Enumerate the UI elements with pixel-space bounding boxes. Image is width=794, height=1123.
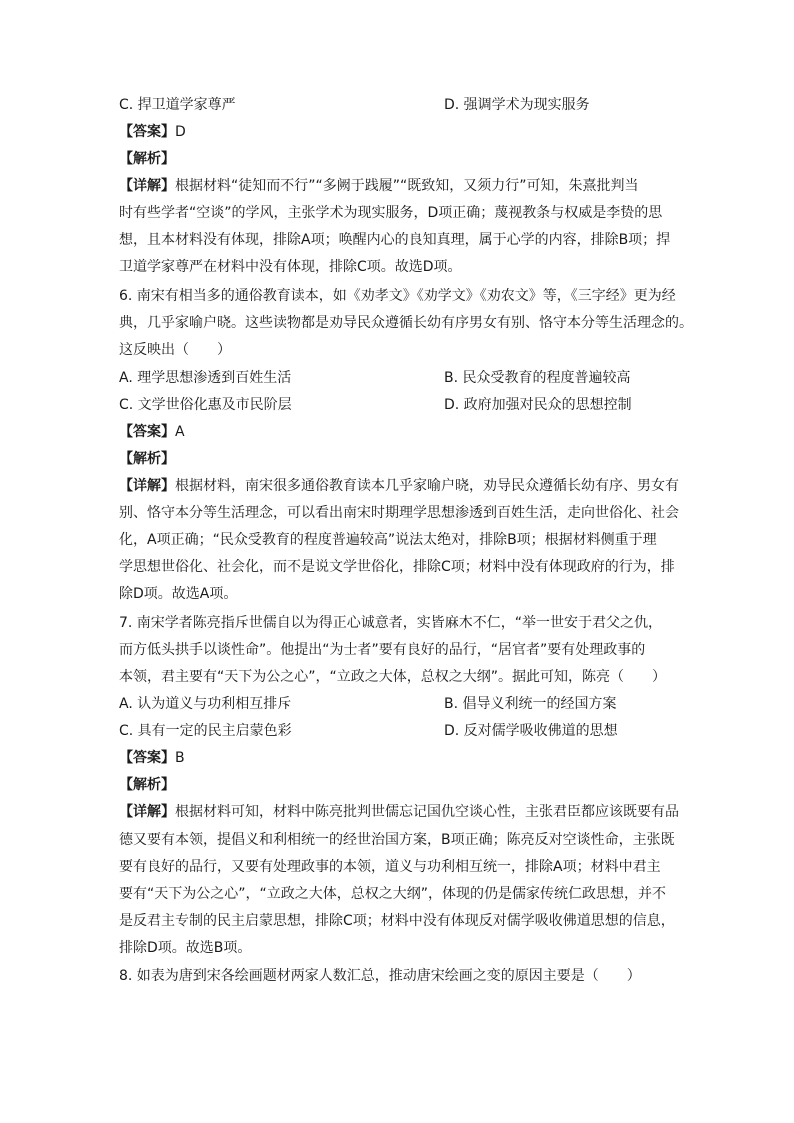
q5-detail-line: 卫道学家尊严在材料中没有体现，排除C项。故选D项。	[119, 259, 462, 275]
q5-detail-line: 时有些学者“空谈”的学风，主张学术为现实服务，D项正确；蔑视教条与权威是李贽的思	[119, 205, 663, 221]
answer-value: D	[175, 124, 186, 140]
q7-stem-line: 7. 南宋学者陈亮指斥世儒自以为得正心诚意者，实皆麻木不仁，“举一世安于君父之仇，	[119, 615, 663, 631]
q7-detail-line	[119, 802, 679, 822]
q6-detail-line: 学思想世俗化、社会化，而不是说文学世俗化，排除C项；材料中没有体现政府的行为，排	[119, 559, 675, 575]
q7-detail-line: 要有良好的品行，又要有处理政事的本领，道义与功利相互统一，排除A项；材料中君主	[119, 859, 661, 875]
q5-option-d: D. 强调学术为现实服务	[444, 97, 590, 113]
q6-answer	[119, 422, 185, 442]
q7-detail-line: 排除D项。故选B项。	[119, 940, 252, 956]
q5-analysis-tag: 【解析】	[119, 151, 175, 167]
q6-detail-line: 除D项。故选A项。	[119, 586, 238, 602]
answer-tag: 【答案】	[119, 750, 175, 766]
q5-option-c: C. 捍卫道学家尊严	[119, 97, 236, 113]
q6-stem-line: 典，几乎家喻户晓。这些读物都是劝导民众遵循长幼有序男女有别、恪守本分等生活理念的。	[119, 315, 693, 331]
answer-value: A	[175, 424, 185, 440]
q7-stem-line: 本领，君主要有“天下为公之心”，“立政之大体，总权之大纲”。据此可知，陈亮（ ）	[119, 669, 667, 685]
answer-value: B	[175, 750, 185, 766]
q6-detail-line: 别、恪守本分等生活理念，可以看出南宋时期理学思想渗透到百姓生活，走向世俗化、社会	[119, 505, 679, 521]
q7-option-c: C. 具有一定的民主启蒙色彩	[119, 723, 292, 739]
q5-detail-line: 想，且本材料没有体现，排除A项；唤醒内心的良知真理，属于心学的内容，排除B项；捍	[119, 232, 671, 248]
q6-detail-line: 化，A项正确；“民众受教育的程度普遍较高”说法太绝对，排除B项；根据材料侧重于理	[119, 532, 657, 548]
q7-stem-line: 而方低头拱手以谈性命”。他提出“为士者”要有良好的品行，“居官者”要有处理政事的	[119, 642, 646, 658]
detail-tag: 【详解】	[119, 804, 175, 820]
q7-analysis-tag: 【解析】	[119, 777, 175, 793]
answer-tag: 【答案】	[119, 124, 175, 140]
q6-option-d: D. 政府加强对民众的思想控制	[444, 397, 632, 413]
q6-stem-line: 6. 南宋有相当多的通俗教育读本，如《劝孝文》《劝学文》《劝农文》等，《三字经》更为经	[119, 288, 676, 304]
q7-option-d: D. 反对儒学吸收佛道的思想	[444, 723, 618, 739]
q6-detail-line	[119, 476, 679, 496]
q6-analysis-tag: 【解析】	[119, 451, 175, 467]
detail-tag: 【详解】	[119, 478, 175, 494]
detail-tag: 【详解】	[119, 178, 175, 194]
q7-option-b: B. 倡导义利统一的经国方案	[444, 696, 617, 712]
q5-detail-line	[119, 176, 639, 196]
q5-answer	[119, 122, 186, 142]
q6-option-b: B. 民众受教育的程度普遍较高	[444, 370, 631, 386]
q7-detail-line: 是反君主专制的民主启蒙思想，排除C项；材料中没有体现反对儒学吸收佛道思想的信息，	[119, 913, 675, 929]
q6-option-a: A. 理学思想渗透到百姓生活	[119, 370, 292, 386]
answer-tag: 【答案】	[119, 424, 175, 440]
q7-option-a: A. 认为道义与功利相互排斥	[119, 696, 292, 712]
q7-detail-line: 要有“天下为公之心”，“立政之大体，总权之大纲”，体现的仍是儒家传统仁政思想，并不	[119, 886, 667, 902]
q6-stem-line: 这反映出（ ）	[119, 342, 231, 358]
q6-option-c: C. 文学世俗化惠及市民阶层	[119, 397, 292, 413]
q8-stem: 8. 如表为唐到宋各绘画题材两家人数汇总，推动唐宋绘画之变的原因主要是（ ）	[119, 968, 641, 984]
q7-detail-line: 德又要有本领，提倡义和利相统一的经世治国方案，B项正确；陈亮反对空谈性命，主张既	[119, 832, 675, 848]
q7-answer	[119, 748, 185, 768]
detail-text: 根据材料可知，材料中陈亮批判世儒忘记国仇空谈心性，主张君臣都应该既要有品	[175, 804, 679, 820]
detail-text: 根据材料“徒知而不行”“多阙于践履”“既致知，又须力行”可知，朱熹批判当	[175, 178, 639, 194]
detail-text: 根据材料，南宋很多通俗教育读本几乎家喻户晓，劝导民众遵循长幼有序、男女有	[175, 478, 679, 494]
